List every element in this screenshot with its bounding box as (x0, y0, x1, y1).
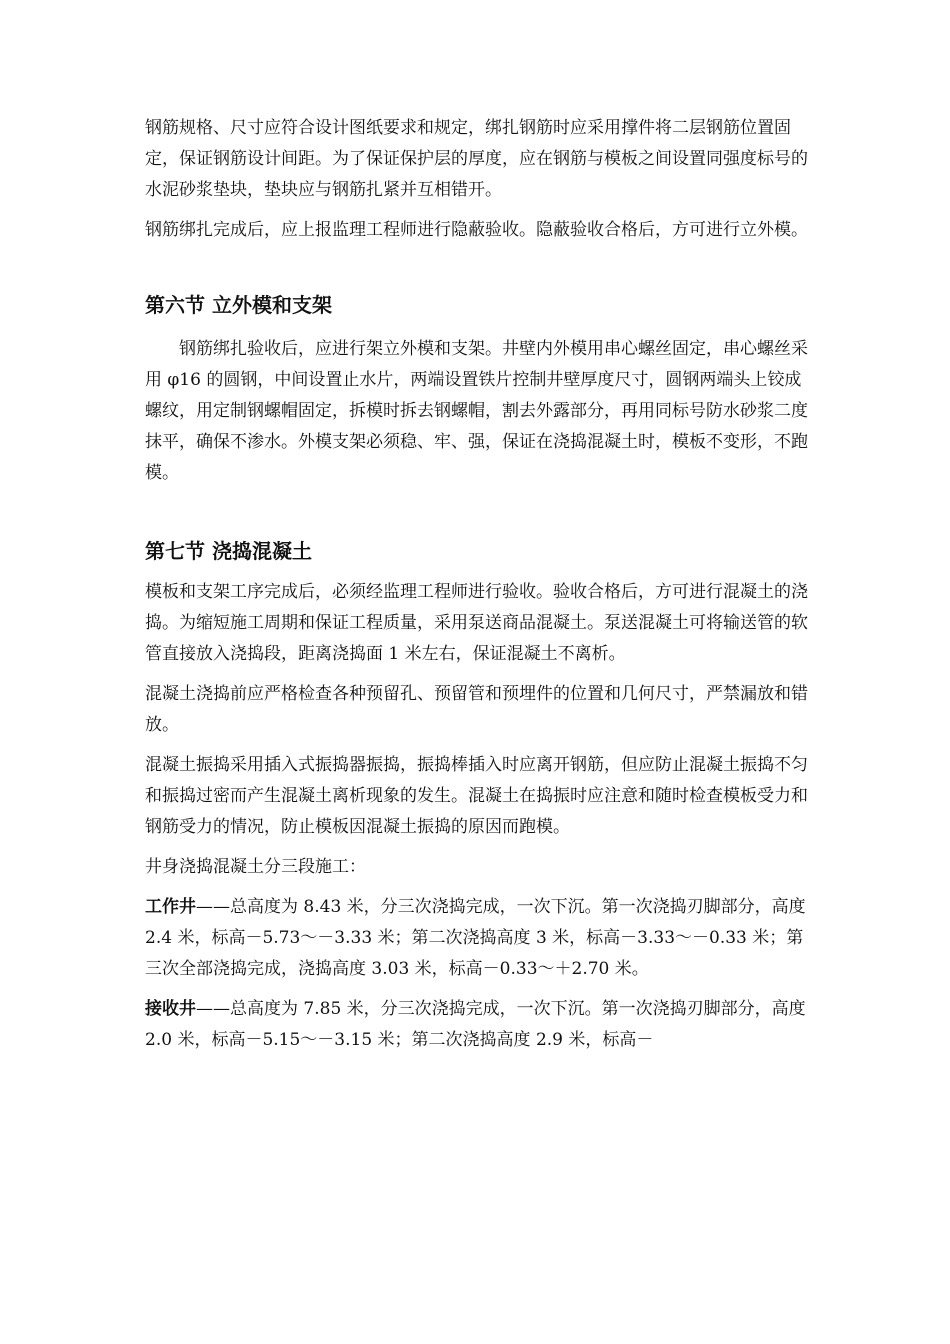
paragraph-receiving-well (145, 994, 813, 1056)
work-well-text: ——总高度为 8.43 米，分三次浇捣完成，一次下沉。第一次浇捣刃脚部分，高度 2.4 米，标高－5.73～－3.33 米；第二次浇捣高度 3 米，标高－3.33～－0.33 米；第三次全部浇捣完成，浇捣高度 3.03 米，标高－0.33～＋2.70 米。 (145, 897, 806, 979)
work-well-label: 工作井 (145, 897, 196, 917)
paragraph-vibration: 混凝土振捣采用插入式振捣器振捣，振捣棒插入时应离开钢筋，但应防止混凝土振捣不匀和振捣过密而产生混凝土离析现象的发生。混凝土在捣振时应注意和随时检查模板受力和钢筋受力的情况，防止模板因混凝土振捣的原因而跑模。 (145, 755, 808, 837)
document-page (145, 113, 813, 1056)
paragraph-three-stages: 井身浇捣混凝土分三段施工： (145, 857, 366, 877)
paragraph-pre-pour-check: 混凝土浇捣前应严格检查各种预留孔、预留管和预埋件的位置和几何尺寸，严禁漏放和错放。 (145, 684, 808, 735)
paragraph-pouring-intro: 模板和支架工序完成后，必须经监理工程师进行验收。验收合格后，方可进行混凝土的浇捣。为缩短施工周期和保证工程质量，采用泵送商品混凝土。泵送混凝土可将输送管的软管直接放入浇捣段，距离浇捣面 1 米左右，保证混凝土不离析。 (145, 582, 808, 664)
paragraph-work-well (145, 892, 813, 985)
paragraph-rebar-spec: 钢筋规格、尺寸应符合设计图纸要求和规定，绑扎钢筋时应采用撑件将二层钢筋位置固定，保证钢筋设计间距。为了保证保护层的厚度，应在钢筋与模板之间设置同强度标号的水泥砂浆垫块，垫块应与钢筋扎紧并互相错开。 (145, 118, 808, 200)
receiving-well-label: 接收井 (145, 999, 196, 1019)
receiving-well-text: ——总高度为 7.85 米，分三次浇捣完成，一次下沉。第一次浇捣刃脚部分，高度 2.0 米，标高－5.15～－3.15 米；第二次浇捣高度 2.9 米，标高－ (145, 999, 806, 1050)
paragraph-formwork: 钢筋绑扎验收后，应进行架立外模和支架。井壁内外模用串心螺丝固定，串心螺丝采用 φ16 的圆钢，中间设置止水片，两端设置铁片控制井壁厚度尺寸，圆钢两端头上铰成螺纹，用定制钢螺帽固定，拆模时拆去钢螺帽，割去外露部分，再用同标号防水砂浆二度抹平，确保不渗水。外模支架必须稳、牢、强，保证在浇捣混凝土时，模板不变形，不跑模。 (145, 339, 808, 483)
section-title-concrete-pouring: 第七节 浇捣混凝土 (145, 539, 312, 563)
section-title-formwork: 第六节 立外模和支架 (145, 293, 332, 317)
paragraph-rebar-inspection: 钢筋绑扎完成后，应上报监理工程师进行隐蔽验收。隐蔽验收合格后，方可进行立外模。 (145, 220, 808, 240)
